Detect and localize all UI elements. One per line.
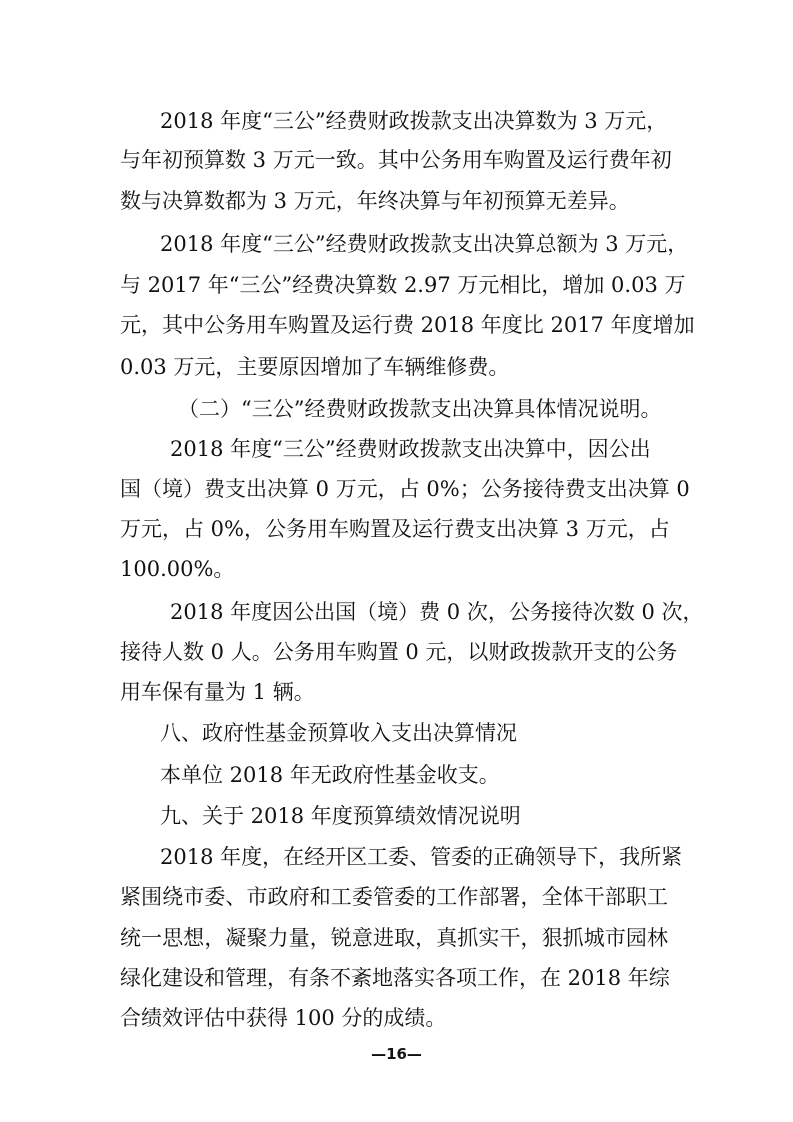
text-line: 与 2017 年“三公”经费决算数 2.97 万元相比，增加 0.03 万 — [120, 273, 686, 297]
text-line: 0.03 万元，主要原因增加了车辆维修费。 — [120, 355, 510, 379]
section-heading: 九、关于 2018 年度预算绩效情况说明 — [160, 804, 521, 828]
text-line: 国（境）费支出决算 0 万元，占 0%；公务接待费支出决算 0 — [120, 477, 690, 501]
page-number: —16— — [371, 1045, 422, 1063]
text-line: 万元，占 0%，公务用车购置及运行费支出决算 3 万元，占 — [120, 517, 670, 541]
text-line: 2018 年度“三公”经费财政拨款支出决算中，因公出 — [170, 437, 651, 461]
text-line: 2018 年度“三公”经费财政拨款支出决算数为 3 万元， — [160, 109, 668, 133]
text-line: 100.00%。 — [120, 557, 235, 581]
text-line: 数与决算数都为 3 万元，年终决算与年初预算无差异。 — [120, 189, 630, 213]
text-line: 元，其中公务用车购置及运行费 2018 年度比 2017 年度增加 — [120, 313, 695, 337]
text-line: 2018 年度因公出国（境）费 0 次，公务接待次数 0 次， — [170, 600, 704, 624]
text-line: 本单位 2018 年无政府性基金收支。 — [160, 763, 500, 787]
text-line: 2018 年度，在经开区工委、管委的正确领导下，我所紧 — [160, 845, 683, 869]
text-line: 与年初预算数 3 万元一致。其中公务用车购置及运行费年初 — [120, 148, 672, 172]
text-line: 统一思想，凝聚力量，锐意进取，真抓实干，狠抓城市园林 — [120, 926, 668, 950]
section-heading: 八、政府性基金预算收入支出决算情况 — [160, 721, 517, 745]
text-line: 接待人数 0 人。公务用车购置 0 元，以财政拨款开支的公务 — [120, 640, 678, 664]
text-line: 2018 年度“三公”经费财政拨款支出决算总额为 3 万元， — [160, 232, 689, 256]
section-subheading: （二）“三公”经费财政拨款支出决算具体情况说明。 — [178, 397, 662, 421]
text-line: 用车保有量为 1 辆。 — [120, 680, 315, 704]
text-line: 紧围绕市委、市政府和工委管委的工作部署，全体干部职工 — [120, 885, 668, 909]
text-line: 合绩效评估中获得 100 分的成绩。 — [120, 1006, 447, 1030]
text-line: 绿化建设和管理，有条不紊地落实各项工作，在 2018 年综 — [120, 966, 670, 990]
